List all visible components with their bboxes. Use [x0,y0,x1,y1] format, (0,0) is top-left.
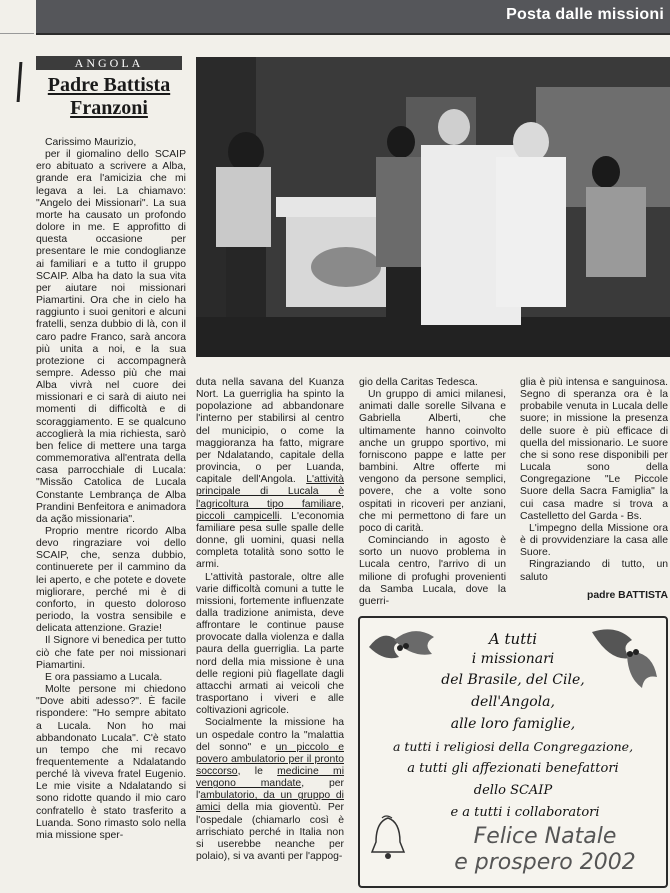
greeting-line: dell'Angola, [471,694,555,710]
paragraph: per il giomalino dello SCAIP ero abituato a scrivere a Alba, grande era l'amicizia che mi legava a lei. La chiamavo: "Angelo dei Missionari". La sua morte ha causato un profondo dolore in me. E approfitto di questa occasione per presentare le mie condoglianze ai familiari e a tutto il gruppo SCAIP. Alba ha dato la sua vita per aiutare noi missionari Piamartini. Ora che in cielo ha raggiunto i suoi genitori e alcuni fratelli, senza dubbio di là, con il caro padre Franco, sarà ancora più unita a noi, e la sua protezione ci accompagnerà sempre. Adesso più che mai Alba vivrà nel cuore dei missionari e ci sarà di aiuto nei momenti di difficoltà e di scoraggiamento. E se qualcuno accoglierà la mia richiesta, sarò ben felice di mettere una targa commemorativa all'entrata della casa parrocchiale di Lucala: "Missão Catolica de Lucala Constante Lembrança de Alba Prandini Benfeitora e animadora da ação missionaria". [36,149,186,525]
underlined-text: ambulatorio, da un gruppo di amici [196,790,344,814]
text-run: . L'economia familiare pesa sulle spalle delle donne, gli uomini, quasi nella completa totalità sono sotto le armi. [196,510,344,571]
greeting-line: del Brasile, del Cile, [441,672,585,688]
article-column-2 [196,377,344,863]
underlined-text: un piccolo e povero ambulatorio per il pronto soccorso [196,741,344,777]
greeting-line: e a tutti i collaboratori [450,805,600,820]
text-run: , per l' [196,778,344,802]
paragraph: Carissimo Maurizio, [45,137,137,148]
greeting-line: A tutti [488,630,538,648]
text-run: duta nella savana del Kuanza Nort. La guerriglia ha spinto la popolazione ad abbandonare l'interno per stabilirsi al centro del municipio, o come la maggioranza ha fatto, migrare per Ndalatando, capitale della provincia, o per Luanda, capitale dell'Angola. [196,377,344,486]
paragraph [196,717,344,863]
paragraph: E ora passiamo a Lucala. [45,671,163,683]
paragraph: Cominciando in agosto è sorto un nuovo problema in Lucala centro, l'arrivo di un milione di profughi provenienti da Samba Lucala, dove la guerri- [359,535,506,607]
author-name-line1: Padre Battista [47,74,171,96]
paragraph: gio della Caritas Tedesca. [359,377,478,388]
author-name [34,74,184,120]
bell-icon [368,814,408,864]
greeting-line: a tutti gli affezionati benefattori [407,761,619,776]
text-run: Socialmente la missione ha un ospedale contro la "malattia del sonno" e [196,717,344,753]
greeting-line: i missionari [471,651,555,667]
text-run: , le [237,766,278,777]
paragraph: Ringraziando di tutto, un saluto [520,559,668,583]
article-column-4 [520,377,668,602]
underlined-text: medicine mi vengono mandate [196,766,345,790]
article-column-1 [36,137,186,842]
greeting-line: dello SCAIP [473,783,553,798]
greeting-line: alle loro famiglie, [450,716,576,732]
greeting-new-year: e prospero 2002 [454,850,636,875]
article-column-3 [359,377,506,608]
underlined-text: L'attività principale di Lucala è l'agricoltura tipo familiare, piccoli campicelli [196,474,344,522]
greeting-line: a tutti i religiosi della Congregazione, [392,739,634,754]
paragraph: Un gruppo di amici milanesi, animati dalle sorelle Silvana e Gabriella Alberti, che ultimamente hanno coinvolto anche un gruppo sportivo, mi forniscono pappe e latte per bambini. Altre offerte mi vengono da persone semplici, povere, che a volte sono ospitati in ricoveri per anziani, che mi permettono di fare un poco di carità. [359,389,506,534]
paragraph [196,377,344,572]
signature: padre BATTISTA [586,589,668,601]
country-label: ANGOLA [36,56,182,70]
margin-mark [17,62,23,102]
section-header [36,0,670,35]
paragraph: L'impegno della Missione ora è di provvidenziare la casa alle Suore. [520,522,668,559]
top-rule [0,33,34,34]
paragraph: glia è più intensa e sanguinosa. Segno di speranza ora è la probabile venuta in Lucala delle suore; in missione la presenza delle suore è più efficace di quella del missionario. Le suore che si sono rese disponibili per Lucala sono della Congregazione "Le Piccole Suore della Sacra Famiglia" la cui casa madre si trova a Castelletto del Garda - Bs. [520,377,668,522]
paragraph: L'attività pastorale, oltre alle varie difficoltà comuni a tutte le missioni, fortemente influenzate dalla tradizione animista, deve affrontare le continue pause provocate dalla violenza e dalla paura della guerriglia. La parte nord della mia missione è una delle regioni più flagellate dagli attacchi armati ai veicoli che trasportano i viveri e alle coltivazioni agricole. [196,571,344,717]
mission-photo [196,57,670,357]
mission-photo-image [196,57,670,357]
text-run: della mia gioventù. Per l'ospedale (chiamarlo così è arrischiato perché in Italia non si userebbe neanche per polaio), si va avanti per l'appog- [196,802,344,863]
greeting-merry-christmas: Felice Natale [473,824,617,849]
christmas-greeting-box [358,616,668,888]
paragraph: Proprio mentre ricordo Alba devo ringraziare voi dello SCAIP, che, senza dubbio, continuerete per il cammino da lei aperto, e che potete e dovete migliorare, perché mi è di conforto, in questo doloroso periodo, la vostra sensibile e delicata attenzione. Grazie! [36,526,186,635]
section-title: Posta dalle missioni [506,6,664,23]
author-name-line2: Franzoni [70,97,148,119]
paragraph: Il Signore vi benedica per tutto ciò che fate per noi missionari Piamartini. [36,635,186,671]
paragraph: Molte persone mi chiedono "Dove abiti adesso?". È facile rispondere: "Ho sempre abitato a Lucala. Non ho mai abbandonato Lucala". C'è stato un tempo che mi recavo frequentemente a Ndalatando perché là viveva fratel Eugenio. Le mie visite a Ndalatando si sono ridotte quando il mio caro confratello è stato trasferito a Luanda. Sono rimasto solo nella mia missione sper- [36,684,186,841]
